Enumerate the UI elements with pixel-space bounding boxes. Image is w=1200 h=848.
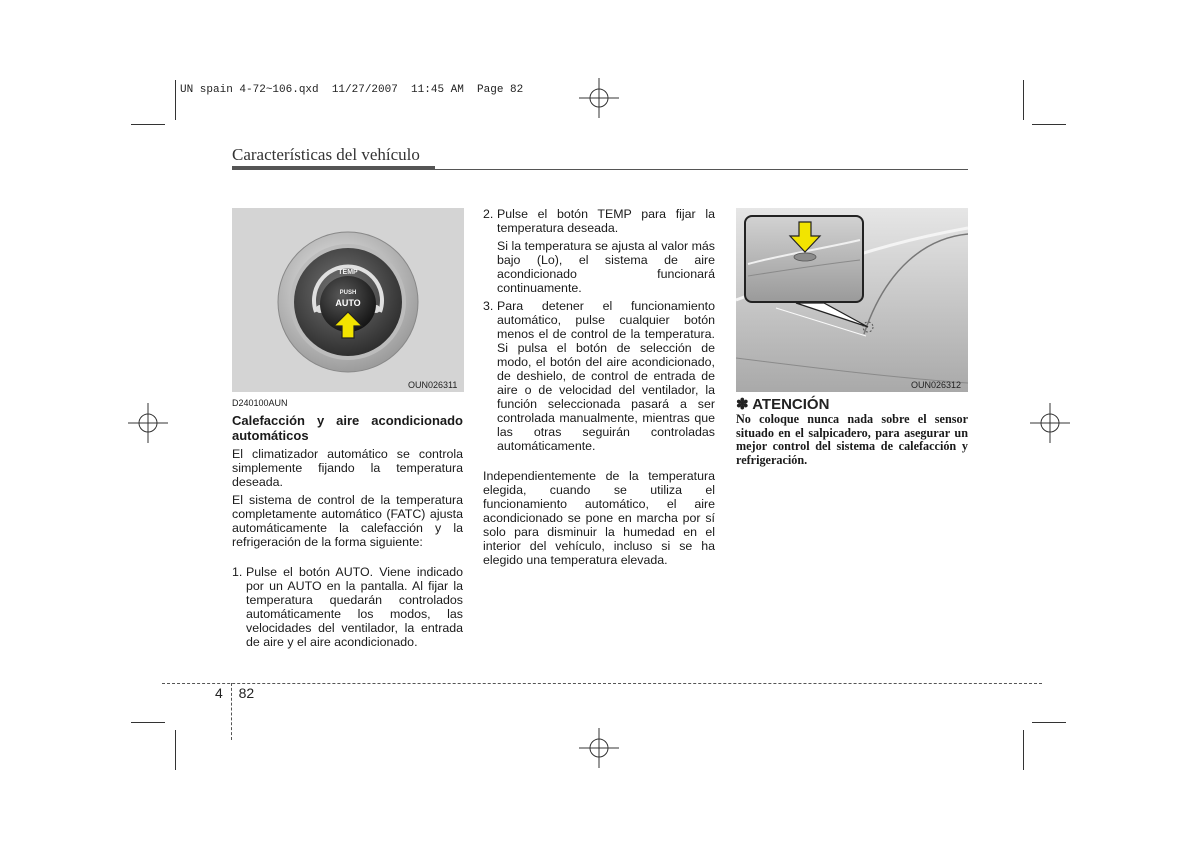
crop-mark [1023,80,1024,120]
temp-label: TEMP [338,269,358,276]
step-text: Si la temperatura se ajusta al valor más bajo (Lo), el sistema de aire acondicionado funcionará continuamente. [497,239,715,295]
dashboard-sensor-illustration [736,208,968,392]
auto-label: AUTO [335,298,361,308]
page-number [215,685,254,701]
crop-mark [131,124,165,125]
crop-mark [1032,124,1066,125]
column-1 [232,396,463,653]
registration-mark-icon [579,78,619,118]
chapter-number: 4 [215,685,223,701]
figure1-code: OUN026311 [408,380,458,390]
registration-mark-icon [128,403,168,443]
step-text: Para detener el funcionamiento automático, pulse cualquier botón menos el de control de la temperatura. Si pulsa el botón de selección de modo, el botón del aire acondicionado, de deshielo, de control de entrada de aire o de velocidad del ventilador, la función seleccionada pasará a ser controlada manualmente, mientras que las otras seguirán controladas automáticamente. [497,299,715,453]
subsection-heading: Calefacción y aire acondicionado automáticos [232,413,463,443]
footer-dashed-rule [162,683,1042,684]
registration-mark-icon [579,728,619,768]
crop-mark [1023,730,1024,770]
caution-title: ATENCIÓN [752,396,830,413]
caution-symbol-icon: ✽ [736,396,749,413]
list-item [483,299,715,453]
step-text: Pulse el botón AUTO. Viene indicado por un AUTO en la pantalla. Al fijar la temperatura quedarán controlados automáticamente los modos, las velocidades del ventilador, la entrada de aire y el aire acondicionado. [246,565,463,649]
figure-auto-button [232,208,464,392]
section-code: D240100AUN [232,398,288,408]
auto-button-illustration [232,208,464,392]
crop-mark [175,80,176,120]
step-number: 2. [483,207,494,221]
step-number: 3. [483,299,494,313]
crop-mark [175,730,176,770]
page-number-value: 82 [238,685,255,701]
header-rule-thick [232,166,435,170]
push-label: PUSH [339,290,357,296]
caution-box [736,395,968,467]
list-item [232,565,463,649]
step-text: Pulse el botón TEMP para fijar la temperatura deseada. [497,207,715,235]
step-number: 1. [232,565,243,579]
crop-mark [1032,722,1066,723]
section-title: Características del vehículo [232,145,420,164]
figure2-code: OUN026312 [911,380,962,390]
list-item [483,207,715,295]
steps-list [483,207,715,453]
column-2 [483,207,715,571]
steps-list [232,565,463,649]
registration-mark-icon [1030,403,1070,443]
caution-heading [736,395,968,413]
header-rule-thin [435,169,968,170]
paragraph: El climatizador automático se controla simplemente fijando la temperatura deseada. [232,447,463,489]
crop-mark [131,722,165,723]
paragraph: Independientemente de la temperatura elegida, cuando se utiliza el funcionamiento automático, el aire acondicionado se pone en marcha por sí solo para disminuir la humedad en el interior del vehículo, incluso si se ha elegido una temperatura elevada. [483,469,715,567]
figure-dashboard-sensor [736,208,968,392]
print-slug: UN spain 4-72~106.qxd 11/27/2007 11:45 AM Page 82 [180,84,524,96]
caution-text: No coloque nunca nada sobre el sensor situado en el salpicadero, para asegurar un mejor control del sistema de calefacción y refrigeración. [736,412,968,467]
paragraph: El sistema de control de la temperatura completamente automático (FATC) ajusta automáticamente la calefacción y la refrigeración de la forma siguiente: [232,493,463,549]
